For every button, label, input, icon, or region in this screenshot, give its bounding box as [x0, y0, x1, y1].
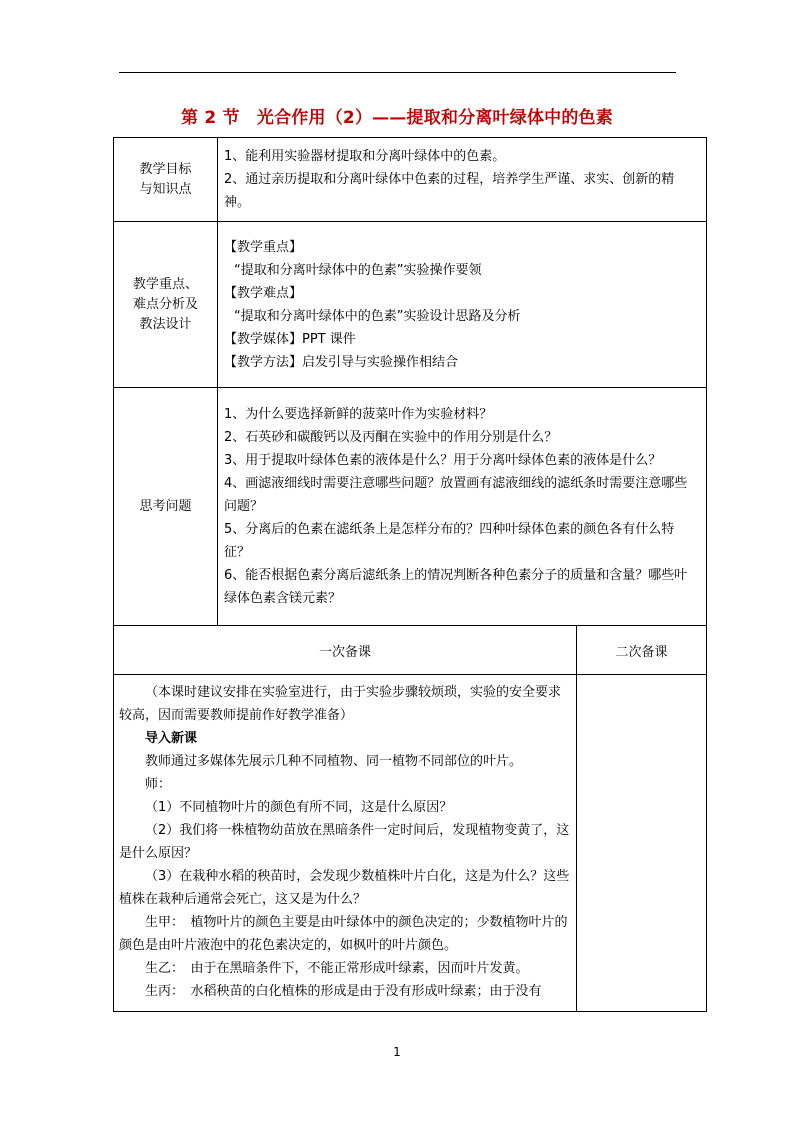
question-item: 1、为什么要选择新鲜的菠菜叶作为实验材料？: [224, 407, 493, 422]
teacher-question: （2）我们将一株植物幼苗放在黑暗条件一定时间后，发现植物变黄了，这是什么原因？: [119, 823, 570, 861]
analysis-line: 【教学方法】启发引导与实验操作相结合: [224, 354, 459, 370]
second-prep-header: 二次备课: [577, 626, 707, 675]
lesson-body-row: [114, 675, 707, 1012]
analysis-line: “提取和分离叶绿体中的色素”实验操作要领: [234, 262, 482, 278]
prep-header-row: [114, 626, 707, 675]
first-prep-content: [114, 675, 577, 1012]
lesson-plan-table: [113, 137, 707, 1012]
questions-content: [218, 388, 707, 626]
analysis-line: 【教学媒体】PPT 课件: [224, 331, 356, 347]
questions-label: 思考问题: [114, 388, 218, 626]
analysis-content: [218, 222, 707, 388]
objective-item: 2、通过亲历提取和分离叶绿体中色素的过程，培养学生严谨、求实、创新的精神。: [224, 172, 675, 210]
question-item: 2、石英砂和碳酸钙以及丙酮在实验中的作用分别是什么？: [224, 430, 558, 445]
first-prep-header: 一次备课: [114, 626, 577, 675]
page-number: 1: [393, 1045, 401, 1059]
objectives-content: [218, 138, 707, 222]
student-answer: 生甲： 植物叶片的颜色主要是由叶绿体中的颜色决定的；少数植物叶片的颜色是由叶片液泡中的花色素决定的，如枫叶的叶片颜色。: [119, 915, 568, 953]
lesson-intro: 教师通过多媒体先展示几种不同植物、同一植物不同部位的叶片。: [145, 754, 523, 769]
analysis-label-line: 教学重点、: [132, 276, 198, 292]
teacher-question: （3）在栽种水稻的秧苗时，会发现少数植株叶片白化，这是为什么？这些植株在栽种后通常会死亡，这又是为什么？: [119, 869, 570, 907]
analysis-row: [114, 222, 707, 388]
teacher-label: 师：: [145, 777, 172, 792]
lesson-note: （本课时建议安排在实验室进行，由于实验步骤较烦琐，实验的安全要求较高，因而需要教师提前作好教学准备）: [119, 685, 562, 723]
analysis-label-line: 教法设计: [139, 316, 192, 332]
analysis-line: 【教学难点】: [224, 285, 303, 301]
student-answer: 生乙： 由于在黑暗条件下，不能正常形成叶绿素，因而叶片发黄。: [145, 961, 529, 976]
analysis-line: “提取和分离叶绿体中的色素”实验设计思路及分析: [234, 308, 521, 324]
student-answer: 生丙： 水稻秧苗的白化植株的形成是由于没有形成叶绿素；由于没有: [145, 984, 542, 999]
objectives-label: [114, 138, 218, 222]
question-item: 6、能否根据色素分离后滤纸条上的情况判断各种色素分子的质量和含量？哪些叶绿体色素含镁元素？: [224, 568, 688, 606]
objectives-row: [114, 138, 707, 222]
analysis-label: [114, 222, 218, 388]
questions-row: [114, 388, 707, 626]
header-rule: [119, 72, 676, 73]
second-prep-content: [577, 675, 707, 1012]
objectives-label-line: 与知识点: [139, 181, 192, 197]
question-item: 5、分离后的色素在滤纸条上是怎样分布的？四种叶绿体色素的颜色各有什么特征？: [224, 522, 675, 560]
objectives-label-line: 教学目标: [139, 161, 192, 177]
question-item: 4、画滤液细线时需要注意哪些问题？放置画有滤液细线的滤纸条时需要注意哪些问题？: [224, 476, 688, 514]
teacher-question: （1）不同植物叶片的颜色有所不同，这是什么原因？: [145, 800, 453, 815]
section-heading: 导入新课: [145, 731, 198, 746]
analysis-line: 【教学重点】: [224, 239, 303, 255]
question-item: 3、用于提取叶绿体色素的液体是什么？用于分离叶绿体色素的液体是什么？: [224, 453, 662, 468]
page-title: 第 2 节 光合作用（2）——提取和分离叶绿体中的色素: [181, 108, 613, 128]
analysis-label-line: 难点分析及: [132, 296, 198, 312]
objective-item: 1、能利用实验器材提取和分离叶绿体中的色素。: [224, 149, 506, 164]
